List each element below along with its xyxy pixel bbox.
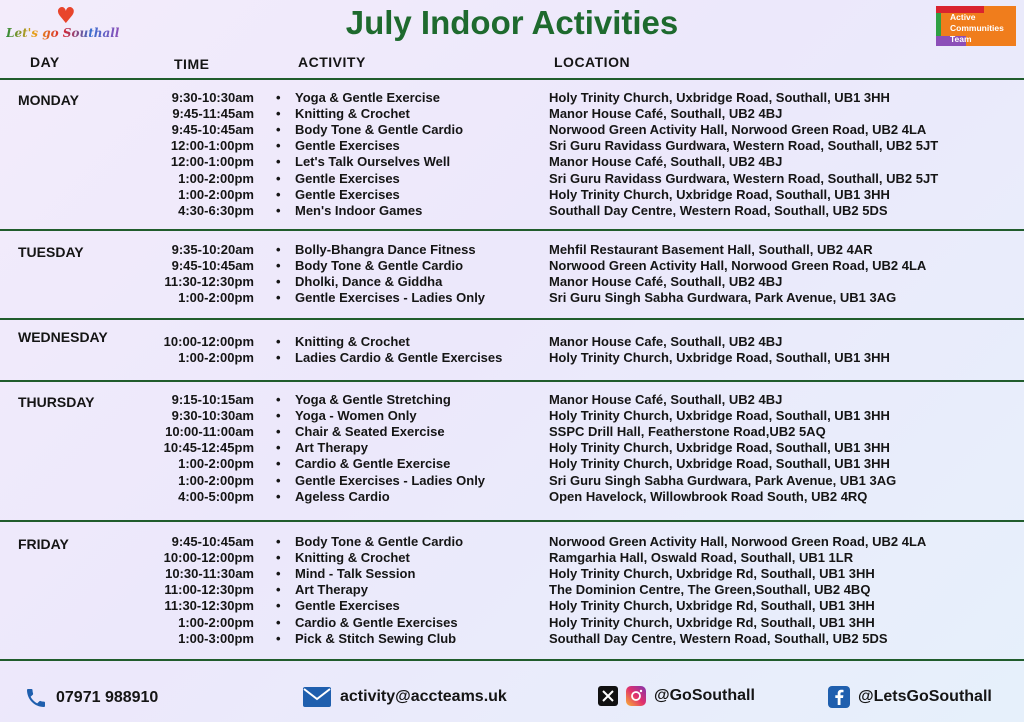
activity-row [0,290,1024,306]
activity-time: 9:30-10:30am [171,90,254,105]
bullet-icon: • [276,170,281,186]
bullet-icon: • [276,456,281,472]
activity-location: Sri Guru Singh Sabha Gurdwara, Park Avenue, UB1 3AG [549,472,897,488]
activity-location: Sri Guru Ravidass Gurdwara, Western Road, Southall, UB2 5JT [549,138,939,154]
activity-location: Manor House Café, Southall, UB2 4BJ [549,392,783,407]
activity-name: Bolly-Bhangra Dance Fitness [295,242,476,257]
social-handle-go-southall[interactable] [598,686,755,706]
activity-name: Ladies Cardio & Gentle Exercises [295,350,503,366]
activity-location: Manor House Café, Southall, UB2 4BJ [549,106,783,122]
activity-time: 1:00-3:00pm [178,630,254,646]
bullet-icon: • [276,550,281,566]
phone-icon [24,686,48,710]
activity-name: Body Tone & Gentle Cardio [295,534,464,549]
activity-time: 9:45-11:45am [172,106,254,122]
activity-time: 10:00-12:00pm [163,550,254,566]
activity-name: Gentle Exercises - Ladies Only [295,290,486,306]
bullet-icon: • [276,424,281,440]
activity-name: Knitting & Crochet [295,334,410,349]
activity-name: Art Therapy [295,440,368,456]
activity-location: Holy Trinity Church, Uxbridge Rd, Southall, UB1 3HH [549,614,875,630]
activity-name: Gentle Exercises [295,186,400,202]
activity-time: 1:00-2:00pm [178,472,254,488]
logo-line-1: Active [950,12,976,22]
activity-location: Sri Guru Ravidass Gurdwara, Western Road, Southall, UB2 5JT [549,170,939,186]
activity-name: Pick & Stitch Sewing Club [295,630,457,646]
activity-time: 9:45-10:45am [171,258,254,274]
activity-time: 10:45-12:45pm [163,440,254,456]
phone-number: 07971 988910 [56,689,159,706]
header-day: DAY [30,54,60,70]
divider [0,380,1024,382]
logo-line-3: Team [950,34,972,44]
activity-time: 12:00-1:00pm [170,138,254,154]
heart-icon: ♥ [56,4,76,29]
activity-location: Manor House Café, Southall, UB2 4BJ [549,274,783,290]
bullet-icon: • [276,138,281,154]
email-address: activity@accteams.uk [340,688,507,705]
activity-time: 1:00-2:00pm [178,456,254,472]
divider [0,520,1024,522]
activity-row [0,106,1024,122]
bullet-icon: • [276,290,281,306]
activity-row [0,631,1024,647]
activity-name: Knitting & Crochet [295,106,410,122]
activity-time: 10:00-11:00am [165,424,254,440]
activity-time: 1:00-2:00pm [178,290,254,306]
activity-row [0,154,1024,170]
bullet-icon: • [276,630,281,646]
activity-name: Gentle Exercises [295,170,400,186]
day-label: MONDAY [18,92,79,108]
activity-time: 9:45-10:45am [171,122,254,138]
activity-location: Holy Trinity Church, Uxbridge Road, Southall, UB1 3HH [549,350,890,366]
activity-row [0,440,1024,456]
activity-location: Manor House Café, Southall, UB2 4BJ [549,154,783,170]
activity-row [0,171,1024,187]
activity-location: Manor House Cafe, Southall, UB2 4BJ [549,334,783,349]
bullet-icon: • [276,440,281,456]
bullet-icon: • [276,408,281,424]
bullet-icon: • [276,598,281,614]
bullet-icon: • [276,202,281,218]
activity-time: 9:45-10:45am [171,534,254,549]
go-southall-handle: @GoSouthall [654,687,755,704]
activity-row [0,615,1024,631]
activity-name: Men's Indoor Games [295,202,423,218]
activity-row [0,187,1024,203]
activity-name: Yoga & Gentle Stretching [295,392,451,407]
activity-row [0,138,1024,154]
activity-name: Gentle Exercises - Ladies Only [295,472,486,488]
activity-location: Holy Trinity Church, Uxbridge Road, Southall, UB1 3HH [549,90,890,105]
bullet-icon: • [276,582,281,598]
page-title: July Indoor Activities [345,4,679,41]
contact-footer [0,678,1024,718]
activity-location: Southall Day Centre, Western Road, Southall, UB2 5DS [549,202,888,218]
divider [0,229,1024,231]
activity-time: 9:30-10:30am [171,408,254,424]
activity-row [0,350,1024,366]
activity-row [0,90,1024,106]
activity-location: The Dominion Centre, The Green,Southall, UB2 4BQ [549,582,871,598]
activity-row [0,392,1024,408]
day-label: TUESDAY [18,244,84,260]
divider [0,659,1024,661]
activity-row [0,534,1024,550]
activity-row [0,258,1024,274]
day-label: WEDNESDAY [18,329,108,345]
activity-location: Ramgarhia Hall, Oswald Road, Southall, UB1 1LR [549,550,854,566]
activity-name: Art Therapy [295,582,368,598]
activity-name: Chair & Seated Exercise [295,424,445,440]
activity-name: Knitting & Crochet [295,550,410,566]
activity-row [0,242,1024,258]
bullet-icon: • [276,334,281,349]
bullet-icon: • [276,242,281,257]
bullet-icon: • [276,392,281,407]
activity-location: Open Havelock, Willowbrook Road South, UB2 4RQ [549,488,868,504]
bullet-icon: • [276,122,281,138]
social-handle-lets-go-southall[interactable] [828,686,992,708]
activity-name: Body Tone & Gentle Cardio [295,258,464,274]
bullet-icon: • [276,614,281,630]
activity-time: 11:30-12:30pm [164,598,254,614]
phone-contact[interactable] [24,686,158,710]
bullet-icon: • [276,90,281,105]
activity-location: Norwood Green Activity Hall, Norwood Green Road, UB2 4LA [549,122,927,138]
activity-time: 1:00-2:00pm [178,614,254,630]
activity-time: 4:30-6:30pm [178,202,254,218]
header-activity: ACTIVITY [298,54,366,70]
bullet-icon: • [276,258,281,274]
header-location: LOCATION [554,54,631,70]
activity-location: Southall Day Centre, Western Road, Southall, UB2 5DS [549,630,888,646]
bullet-icon: • [276,488,281,504]
activity-row [0,550,1024,566]
activity-time: 9:35-10:20am [171,242,254,257]
activity-name: Gentle Exercises [295,598,400,614]
activity-time: 1:00-2:00pm [178,170,254,186]
bullet-icon: • [276,186,281,202]
activity-row [0,473,1024,489]
bullet-icon: • [276,566,281,582]
activity-time: 1:00-2:00pm [178,350,254,366]
activity-location: SSPC Drill Hall, Featherstone Road,UB2 5AQ [549,424,826,440]
header-time: TIME [174,56,210,72]
activity-name: Yoga - Women Only [295,408,417,424]
activity-name: Cardio & Gentle Exercises [295,614,458,630]
activity-row [0,598,1024,614]
envelope-icon [302,686,332,708]
facebook-icon [828,686,850,708]
bullet-icon: • [276,350,281,366]
bullet-icon: • [276,106,281,122]
email-contact[interactable] [302,686,507,708]
bullet-icon: • [276,534,281,549]
instagram-icon [626,686,646,706]
activity-location: Holy Trinity Church, Uxbridge Road, Southall, UB1 3HH [549,408,890,424]
divider [0,318,1024,320]
activity-row [0,456,1024,472]
activity-time: 10:30-11:30am [165,566,254,582]
x-twitter-icon [598,686,618,706]
activity-row [0,408,1024,424]
activity-row [0,424,1024,440]
day-label: THURSDAY [18,394,95,410]
activity-row [0,566,1024,582]
activity-time: 11:30-12:30pm [164,274,254,290]
activity-row [0,203,1024,219]
activity-time: 12:00-1:00pm [170,154,254,170]
activity-location: Norwood Green Activity Hall, Norwood Green Road, UB2 4LA [549,258,927,274]
activity-name: Cardio & Gentle Exercise [295,456,451,472]
activity-time: 11:00-12:30pm [164,582,254,598]
activity-time: 10:00-12:00pm [163,334,254,349]
activity-location: Holy Trinity Church, Uxbridge Rd, Southall, UB1 3HH [549,566,875,582]
activity-location: Holy Trinity Church, Uxbridge Road, Southall, UB1 3HH [549,186,890,202]
activity-row [0,334,1024,350]
activity-name: Dholki, Dance & Giddha [295,274,443,290]
logo-line-2: Communities [950,23,1004,33]
bullet-icon: • [276,154,281,170]
activity-location: Holy Trinity Church, Uxbridge Road, Southall, UB1 3HH [549,456,890,472]
activity-row [0,122,1024,138]
activity-name: Let's Talk Ourselves Well [295,154,451,170]
activity-row [0,489,1024,505]
day-label: FRIDAY [18,536,69,552]
activity-name: Gentle Exercises [295,138,400,154]
activity-time: 1:00-2:00pm [178,186,254,202]
activity-location: Norwood Green Activity Hall, Norwood Green Road, UB2 4LA [549,534,927,549]
activity-time: 9:15-10:15am [171,392,254,407]
divider [0,78,1024,80]
activity-location: Mehfil Restaurant Basement Hall, Southall, UB2 4AR [549,242,873,257]
activity-location: Holy Trinity Church, Uxbridge Road, Southall, UB1 3HH [549,440,890,456]
activity-name: Body Tone & Gentle Cardio [295,122,464,138]
activity-location: Holy Trinity Church, Uxbridge Rd, Southall, UB1 3HH [549,598,875,614]
bullet-icon: • [276,472,281,488]
activity-location: Sri Guru Singh Sabha Gurdwara, Park Avenue, UB1 3AG [549,290,897,306]
activity-row [0,274,1024,290]
activity-row [0,582,1024,598]
left-logo-text: Let's go Southall [6,26,120,40]
lets-go-southall-handle: @LetsGoSouthall [858,688,992,705]
activity-time: 4:00-5:00pm [178,488,254,504]
activity-name: Mind - Talk Session [295,566,416,582]
activity-name: Yoga & Gentle Exercise [295,90,440,105]
activity-name: Ageless Cardio [295,488,390,504]
bullet-icon: • [276,274,281,290]
